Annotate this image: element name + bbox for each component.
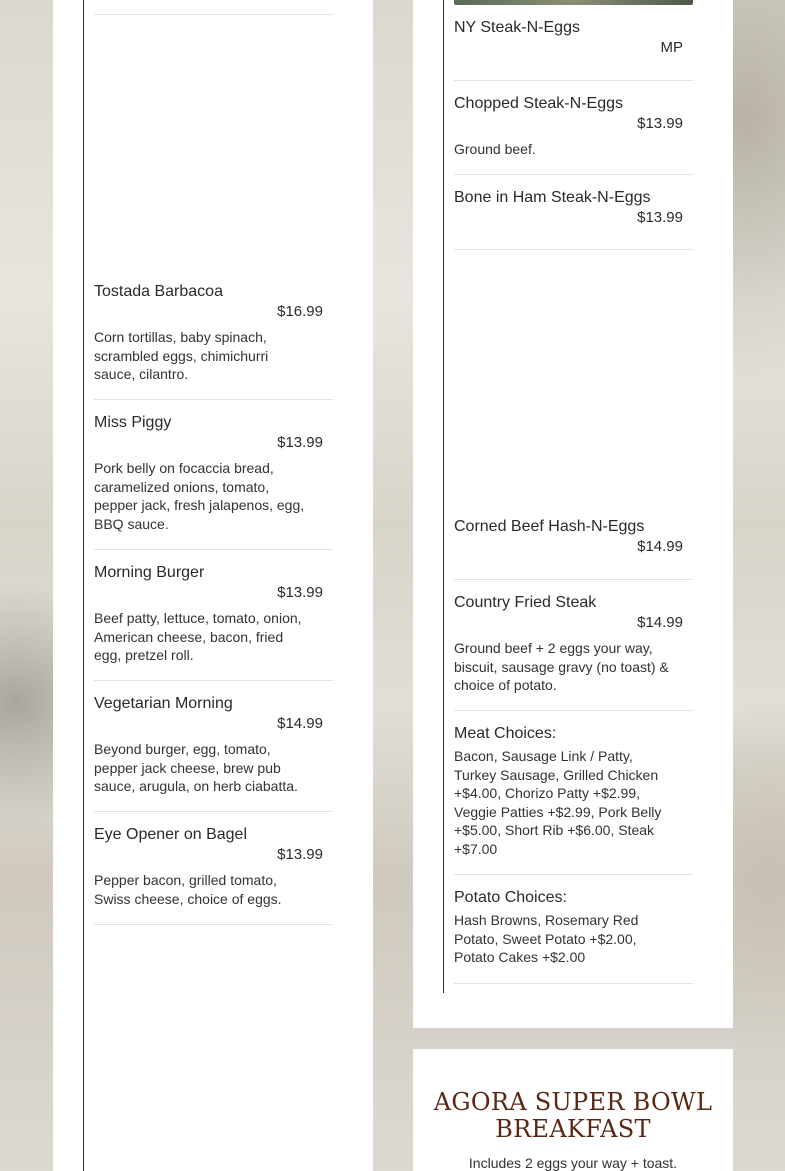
menu-item-country-fried-steak[interactable]: [454, 593, 693, 695]
item-divider: [454, 249, 693, 250]
item-divider: [454, 874, 693, 875]
item-divider: [94, 924, 333, 925]
item-description: Beef patty, lettuce, tomato, onion, American cheese, bacon, fried egg, pretzel roll.: [94, 610, 302, 663]
potato-choices-text: Hash Browns, Rosemary Red Potato, Sweet Potato +$2.00, Potato Cakes +$2.00: [454, 912, 639, 965]
item-name: Vegetarian Morning: [94, 695, 233, 712]
menu-item-corned-beef-hash-n-eggs[interactable]: [454, 517, 693, 556]
item-divider: [94, 549, 333, 550]
menu-item-tostada-barbacoa[interactable]: [94, 282, 333, 384]
menu-item-bone-in-ham-steak-n-eggs[interactable]: [454, 188, 693, 227]
item-price: $14.99: [637, 538, 683, 555]
item-description: Ground beef.: [454, 141, 536, 157]
item-divider: [94, 14, 333, 15]
section-title: AGORA SUPER BOWL BREAKFAST: [433, 1088, 713, 1143]
item-price: $13.99: [637, 115, 683, 132]
menu-item-vegetarian-morning[interactable]: [94, 694, 333, 796]
item-description: Corn tortillas, baby spinach, scrambled eggs, chimichurri sauce, cilantro.: [94, 329, 269, 382]
item-description: Pepper bacon, grilled tomato, Swiss cheese, choice of eggs.: [94, 872, 282, 907]
item-name: Chopped Steak-N-Eggs: [454, 95, 623, 112]
item-divider: [94, 811, 333, 812]
item-divider: [94, 680, 333, 681]
meat-choices-text: Bacon, Sausage Link / Patty, Turkey Sausage, Grilled Chicken +$4.00, Chorizo Patty +$2.99, Veggie Patties +$2.99, Pork Belly +$5.00, Short Rib +$6.00, Steak +$7.00: [454, 748, 662, 857]
item-price: $16.99: [277, 303, 323, 320]
meat-choices-block: [454, 724, 693, 858]
item-divider: [454, 174, 693, 175]
item-divider: [94, 399, 333, 400]
menu-item-morning-burger[interactable]: [94, 563, 333, 665]
item-divider: [454, 983, 693, 984]
item-divider: [454, 80, 693, 81]
item-price: $14.99: [277, 715, 323, 732]
item-divider: [454, 579, 693, 580]
menu-item-eye-opener-on-bagel[interactable]: [94, 825, 333, 908]
item-name: Tostada Barbacoa: [94, 283, 223, 300]
item-name: Corned Beef Hash-N-Eggs: [454, 518, 645, 535]
menu-item-miss-piggy[interactable]: [94, 413, 333, 533]
item-divider: [454, 710, 693, 711]
item-price: $13.99: [277, 434, 323, 451]
menu-item-chopped-steak-n-eggs[interactable]: [454, 94, 693, 159]
item-name: NY Steak-N-Eggs: [454, 19, 580, 36]
item-price: MP: [660, 39, 683, 56]
item-description: Ground beef + 2 eggs your way, biscuit, sausage gravy (no toast) & choice of potato.: [454, 640, 669, 693]
right-column-rule: [443, 0, 444, 993]
item-price: $13.99: [277, 846, 323, 863]
item-description: Beyond burger, egg, tomato, pepper jack cheese, brew pub sauce, arugula, on herb ciabatta.: [94, 741, 298, 794]
item-description: Pork belly on focaccia bread, caramelized onions, tomato, pepper jack, fresh jalapenos, egg, BBQ sauce.: [94, 460, 305, 532]
item-name: Country Fried Steak: [454, 594, 597, 611]
potato-choices-title: Potato Choices:: [454, 889, 567, 906]
item-price: $13.99: [637, 209, 683, 226]
item-price: $14.99: [637, 614, 683, 631]
item-name: Bone in Ham Steak-N-Eggs: [454, 189, 651, 206]
section-description: Includes 2 eggs your way + toast.: [468, 1155, 678, 1171]
left-column-rule: [83, 0, 84, 1171]
item-price: $13.99: [277, 584, 323, 601]
potato-choices-block: [454, 888, 693, 967]
item-name: Miss Piggy: [94, 414, 172, 431]
item-name: Morning Burger: [94, 564, 205, 581]
menu-item-ny-steak-n-eggs[interactable]: [454, 18, 693, 57]
item-name: Eye Opener on Bagel: [94, 826, 247, 843]
dish-photo: [454, 0, 693, 5]
meat-choices-title: Meat Choices:: [454, 725, 557, 742]
